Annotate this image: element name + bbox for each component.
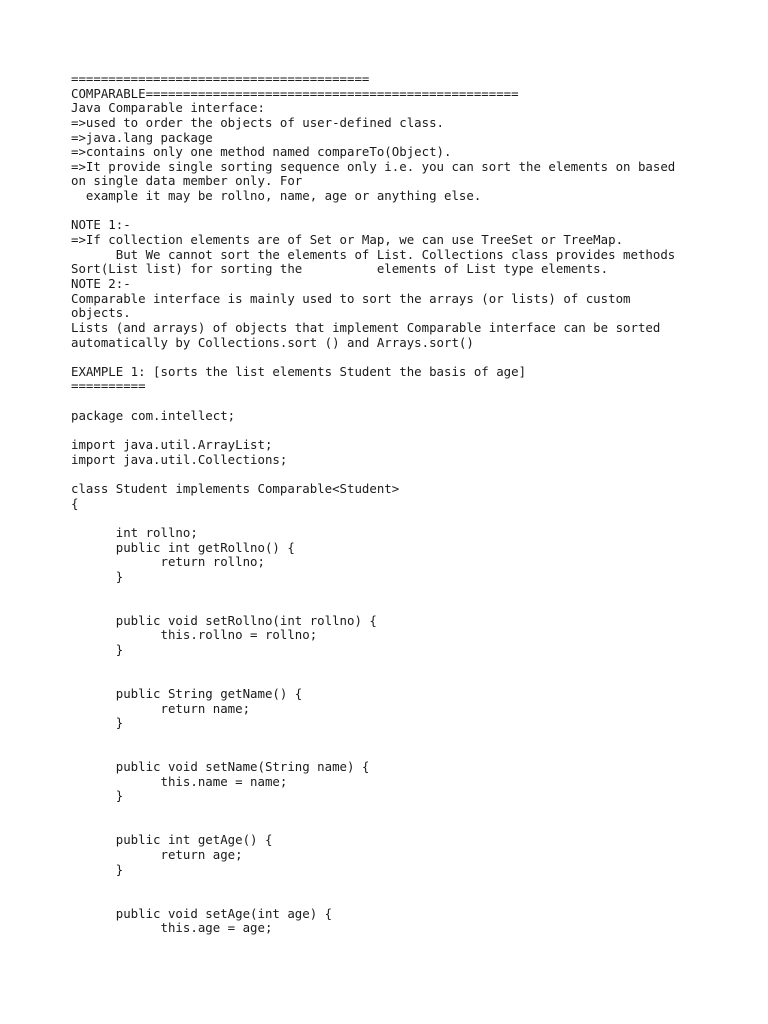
text-line: class Student implements Comparable<Student> [71,480,400,496]
document-text [71,72,675,936]
text-line: =>It provide single sorting sequence only i.e. you can sort the elements on based [71,158,676,174]
text-line: public void setName(String name) { [71,759,370,775]
text-line [71,394,675,409]
text-line: on single data member only. For [71,173,303,189]
text-line: package com.intellect; [71,407,236,423]
text-line: return age; [71,846,243,862]
text-line: =>used to order the objects of user-defined class. [71,114,444,130]
text-line: public String getName() { [71,685,303,701]
text-line: ========== [71,378,146,394]
text-line: } [71,715,124,731]
text-line: } [71,861,124,877]
text-line: return name; [71,700,251,716]
text-line: int rollno; [71,524,198,540]
text-line [71,599,675,614]
text-line [71,511,675,526]
text-line [71,731,675,746]
text-line: public void setAge(int age) { [71,905,333,921]
text-line: return rollno; [71,554,265,570]
text-line: this.age = age; [71,920,273,936]
text-line [71,467,675,482]
text-line [71,745,675,760]
text-line: COMPARABLE================================================== [71,85,519,101]
text-line: public int getAge() { [71,832,273,848]
text-line [71,658,675,673]
text-line: =>java.lang package [71,129,213,145]
text-line: EXAMPLE 1: [sorts the list elements Student the basis of age] [71,363,527,379]
text-line: =>If collection elements are of Set or Map, we can use TreeSet or TreeMap. [71,232,624,248]
text-line: ======================================== [71,71,370,86]
text-line: objects. [71,305,131,321]
text-line [71,672,675,687]
text-line [71,804,675,819]
text-line [71,423,675,438]
text-line: Java Comparable interface: [71,100,265,116]
text-line [71,350,675,365]
text-line [71,877,675,892]
text-line: } [71,788,124,804]
text-line: this.name = name; [71,773,288,789]
text-line [71,584,675,599]
text-line: But We cannot sort the elements of List. Collections class provides methods [71,246,676,262]
text-line [71,204,675,219]
text-line: this.rollno = rollno; [71,627,318,643]
text-line: import java.util.Collections; [71,451,288,467]
text-line: } [71,641,124,657]
text-line: { [71,495,79,511]
text-line: Sort(List list) for sorting the elements of List type elements. [71,261,609,277]
text-line: NOTE 2:- [71,275,131,291]
text-line: import java.util.ArrayList; [71,437,273,453]
text-line: public int getRollno() { [71,539,295,555]
text-line: Comparable interface is mainly used to sort the arrays (or lists) of custom [71,290,631,306]
text-line: public void setRollno(int rollno) { [71,612,377,628]
text-line: Lists (and arrays) of objects that implement Comparable interface can be sorted [71,319,661,335]
text-line: automatically by Collections.sort () and Arrays.sort() [71,334,474,350]
text-line [71,819,675,834]
text-line: } [71,568,124,584]
text-line: NOTE 1:- [71,217,131,233]
text-line: =>contains only one method named compareTo(Object). [71,144,452,160]
text-line: example it may be rollno, name, age or anything else. [71,188,482,204]
text-line [71,892,675,907]
